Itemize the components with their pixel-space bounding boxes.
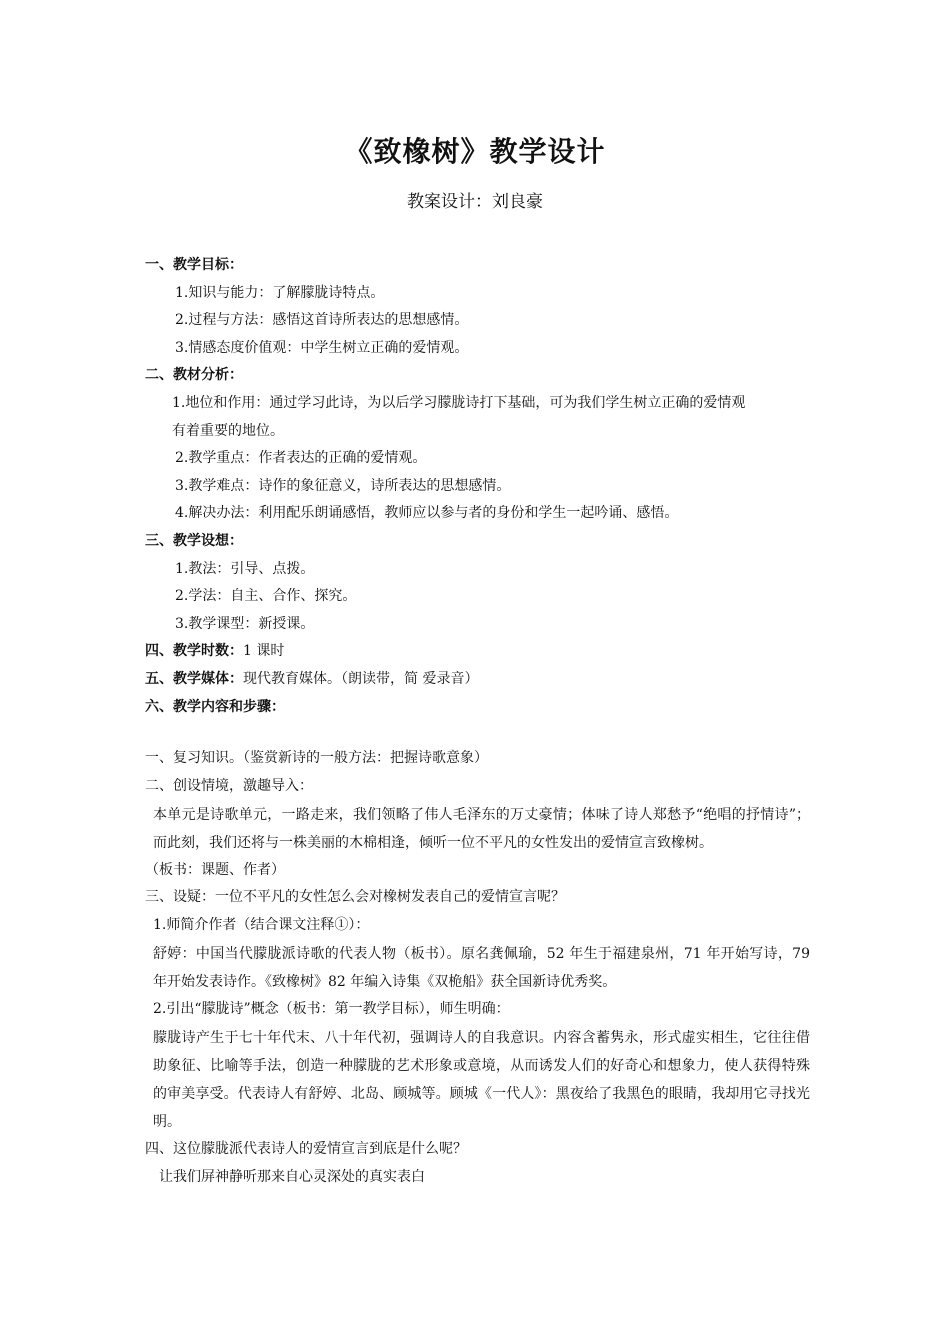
design-item: 3.教学课型：新授课。 xyxy=(175,615,315,632)
step-line: 二、创设情境，激趣导入： xyxy=(145,777,313,794)
heading-analysis: 二、教材分析： xyxy=(145,367,243,384)
media-value: 现代教育媒体。（朗读带，简 爱录音） xyxy=(243,670,479,687)
step-line: 让我们屏神静听那来自心灵深处的真实表白 xyxy=(159,1168,425,1185)
step-line: 1.师简介作者（结合课文注释①）： xyxy=(153,917,370,934)
analysis-item-continued: 有着重要的地位。 xyxy=(172,422,284,439)
heading-design: 三、教学设想： xyxy=(145,532,243,549)
design-item: 1.教法：引导、点拨。 xyxy=(175,560,315,577)
step-paragraph: 朦胧诗产生于七十年代末、八十年代初，强调诗人的自我意识。内容含蓄隽永，形式虚实相生，它往往借助象征、比喻等手法，创造一种朦胧的艺术形象或意境，从而诱发人们的好奇心和想象力，使人获得特殊的审美享受。代表诗人有舒婷、北岛、顾城等。顾城《一代人》：黑夜给了我黑色的眼睛，我却用它寻找光明。 xyxy=(153,1029,810,1130)
step-paragraph: 舒婷：中国当代朦胧派诗歌的代表人物（板书）。原名龚佩瑜，52 年生于福建泉州，71 年开始写诗，79 年开始发表诗作。《致橡树》82 年编入诗集《双桅船》获全国新诗优秀奖。 xyxy=(153,945,810,990)
media-line xyxy=(145,666,810,694)
steps-section xyxy=(145,745,810,1191)
design-item: 2.学法：自主、合作、探究。 xyxy=(175,588,357,605)
step-line: 一、复习知识。（鉴赏新诗的一般方法：把握诗歌意象） xyxy=(145,750,488,766)
objective-item: 2.过程与方法：感悟这首诗所表达的思想感情。 xyxy=(175,312,469,329)
step-line: 四、这位朦胧派代表诗人的爱情宣言到底是什么呢？ xyxy=(145,1140,467,1157)
analysis-item: 4.解决办法：利用配乐朗诵感悟，教师应以参与者的身份和学生一起吟诵、感悟。 xyxy=(175,505,679,522)
objective-item: 3.情感态度价值观：中学生树立正确的爱情观。 xyxy=(175,339,469,356)
analysis-item: 2.教学重点：作者表达的正确的爱情观。 xyxy=(175,450,427,467)
step-line: （板书：课题、作者） xyxy=(145,861,285,878)
document-title: 《致橡树》教学设计 xyxy=(344,135,606,168)
hours-line xyxy=(145,638,810,666)
step-line: 2.引出“朦胧诗”概念（板书：第一教学目标），师生明确： xyxy=(153,1000,510,1017)
step-paragraph: 本单元是诗歌单元，一路走来，我们领略了伟人毛泽东的万丈豪情；体味了诗人郑愁予“绝唱的抒情诗”；而此刻，我们还将与一株美丽的木棉相逢，倾听一位不平凡的女性发出的爱情宣言致橡树。 xyxy=(153,806,810,851)
heading-hours: 四、教学时数： xyxy=(145,643,243,660)
document-author: 教案设计：刘良豪 xyxy=(407,192,543,212)
heading-media: 五、教学媒体： xyxy=(145,670,243,687)
hours-value: 1 课时 xyxy=(243,643,285,660)
heading-objectives: 一、教学目标： xyxy=(145,257,243,273)
analysis-item: 3.教学难点：诗作的象征意义，诗所表达的思想感情。 xyxy=(175,477,511,494)
outline-section xyxy=(145,252,810,721)
analysis-item: 1.地位和作用：通过学习此诗，为以后学习朦胧诗打下基础，可为我们学生树立正确的爱情观 xyxy=(172,394,746,411)
heading-steps: 六、教学内容和步骤： xyxy=(145,698,285,715)
step-line: 三、设疑：一位不平凡的女性怎么会对橡树发表自己的爱情宣言呢？ xyxy=(145,889,565,906)
objective-item: 1.知识与能力：了解朦胧诗特点。 xyxy=(175,284,385,301)
